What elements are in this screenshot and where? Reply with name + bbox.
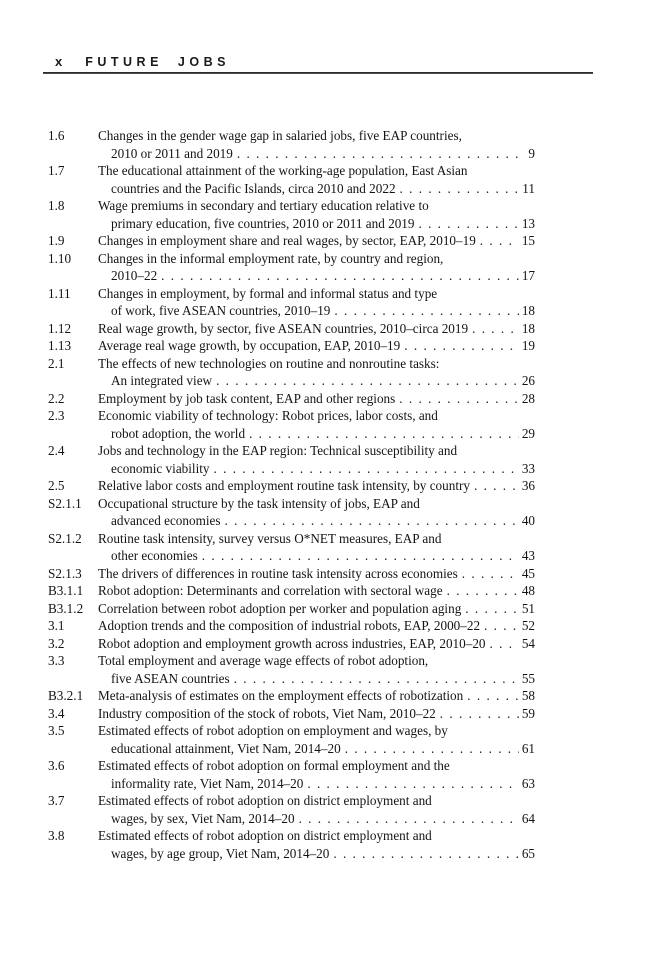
toc-entry xyxy=(48,687,535,705)
entry-text: primary education, five countries, 2010 or 2011 and 2019 xyxy=(111,215,415,231)
toc-entry xyxy=(48,827,535,862)
entry-line xyxy=(98,512,535,530)
entry-text: Changes in the gender wage gap in salaried jobs, five EAP countries, xyxy=(98,128,462,143)
entry-line xyxy=(98,215,535,233)
entry-text: Occupational structure by the task intensity of jobs, EAP and xyxy=(98,495,420,511)
toc-entry xyxy=(48,565,535,583)
entry-body xyxy=(98,757,535,792)
running-head-title: FUTURE JOBS xyxy=(85,55,230,69)
entry-line xyxy=(98,355,535,373)
entry-text: of work, five ASEAN countries, 2010–19 xyxy=(111,303,331,318)
entry-page: 33 xyxy=(521,460,535,476)
entry-line xyxy=(98,722,535,740)
entry-text: wages, by age group, Viet Nam, 2014–20 xyxy=(111,845,330,861)
entry-number: S2.1.2 xyxy=(48,530,82,546)
entry-text: Estimated effects of robot adoption on employment and wages, by xyxy=(98,723,448,738)
entry-page: 40 xyxy=(521,513,535,528)
entry-text: Changes in employment share and real wages, by sector, EAP, 2010–19 xyxy=(98,233,476,248)
toc-entry xyxy=(48,582,535,600)
toc-entry xyxy=(48,722,535,757)
dot-leader xyxy=(161,267,519,285)
entry-page: 29 xyxy=(521,425,535,441)
toc-entry xyxy=(48,285,535,320)
toc-entry xyxy=(48,162,535,197)
dot-leader xyxy=(467,687,519,705)
toc-entry xyxy=(48,337,535,355)
entry-page: 65 xyxy=(521,845,535,861)
entry-line xyxy=(98,635,535,653)
entry-body xyxy=(98,582,535,600)
running-header xyxy=(55,54,593,69)
toc-entry xyxy=(48,617,535,635)
entry-number: B3.1.2 xyxy=(48,600,84,616)
entry-page: 11 xyxy=(522,180,535,196)
entry-page: 45 xyxy=(521,565,535,581)
entry-number: 1.6 xyxy=(48,128,65,143)
entry-text: Wage premiums in secondary and tertiary education relative to xyxy=(98,198,429,213)
entry-text: Average real wage growth, by occupation, EAP, 2010–19 xyxy=(98,338,401,353)
entry-text: Employment by job task content, EAP and other regions xyxy=(98,390,396,406)
entry-line xyxy=(98,495,535,513)
entry-line xyxy=(98,617,535,635)
entry-line xyxy=(98,127,535,145)
entry-number: 2.2 xyxy=(48,390,65,406)
entry-text: Robot adoption: Determinants and correlation with sectoral wage xyxy=(98,583,443,598)
entry-line xyxy=(98,145,535,163)
entry-text: Estimated effects of robot adoption on district employment and xyxy=(98,828,432,843)
entry-number: 3.6 xyxy=(48,758,65,773)
entry-body xyxy=(98,442,535,477)
entry-text: The effects of new technologies on routine and nonroutine tasks: xyxy=(98,355,440,371)
entry-number: 3.8 xyxy=(48,828,65,843)
entry-text: 2010 or 2011 and 2019 xyxy=(111,145,233,161)
toc-entry xyxy=(48,757,535,792)
entry-text: wages, by sex, Viet Nam, 2014–20 xyxy=(111,810,295,826)
entry-line xyxy=(98,670,535,688)
entry-line xyxy=(98,582,535,600)
entry-page: 52 xyxy=(521,618,535,633)
toc-entry xyxy=(48,477,535,495)
entry-text: Estimated effects of robot adoption on formal employment and the xyxy=(98,758,450,773)
toc-entry xyxy=(48,407,535,442)
entry-page: 28 xyxy=(521,390,535,406)
entry-number: 2.4 xyxy=(48,443,65,458)
entry-page: 61 xyxy=(521,740,535,756)
entry-text: economic viability xyxy=(111,460,210,476)
entry-text: other economies xyxy=(111,548,198,563)
toc-entry xyxy=(48,792,535,827)
entry-body xyxy=(98,127,535,162)
dot-leader xyxy=(440,705,519,723)
entry-number: 3.4 xyxy=(48,705,65,721)
entry-line xyxy=(98,442,535,460)
dot-leader xyxy=(418,215,518,233)
entry-line xyxy=(98,250,535,268)
entry-text: robot adoption, the world xyxy=(111,425,246,441)
dot-leader xyxy=(465,600,519,618)
toc-entry xyxy=(48,530,535,565)
entry-line xyxy=(98,390,535,408)
toc-entry xyxy=(48,635,535,653)
entry-text: Meta-analysis of estimates on the employment effects of robotization xyxy=(98,688,464,703)
entry-body xyxy=(98,495,535,530)
entry-page: 36 xyxy=(521,478,535,493)
toc-entry xyxy=(48,232,535,250)
dot-leader xyxy=(400,180,520,198)
entry-line xyxy=(98,285,535,303)
entry-line xyxy=(98,460,535,478)
entry-line xyxy=(98,845,535,863)
entry-page: 18 xyxy=(521,303,535,318)
dot-leader xyxy=(480,232,519,250)
entry-line xyxy=(98,565,535,583)
toc-entry xyxy=(48,127,535,162)
entry-number: 1.7 xyxy=(48,163,65,178)
entry-line xyxy=(98,827,535,845)
entry-line xyxy=(98,740,535,758)
entry-line xyxy=(98,792,535,810)
entry-body xyxy=(98,232,535,250)
dot-leader xyxy=(307,775,518,793)
entry-body xyxy=(98,477,535,495)
dot-leader xyxy=(216,372,519,390)
entry-line xyxy=(98,477,535,495)
entry-body xyxy=(98,355,535,390)
entry-text: Robot adoption and employment growth across industries, EAP, 2010–20 xyxy=(98,635,486,651)
dot-leader xyxy=(474,477,519,495)
entry-page: 43 xyxy=(521,548,535,563)
entry-number: 2.3 xyxy=(48,408,65,423)
entry-line xyxy=(98,372,535,390)
entry-body xyxy=(98,197,535,232)
entry-text: Routine task intensity, survey versus O*NET measures, EAP and xyxy=(98,530,442,546)
entry-text: informality rate, Viet Nam, 2014–20 xyxy=(111,775,304,791)
entry-page: 55 xyxy=(521,670,535,686)
entry-number: 3.3 xyxy=(48,653,65,668)
entry-line xyxy=(98,530,535,548)
entry-body xyxy=(98,565,535,583)
entry-text: Economic viability of technology: Robot prices, labor costs, and xyxy=(98,408,438,423)
dot-leader xyxy=(399,390,519,408)
entry-text: The educational attainment of the working-age population, East Asian xyxy=(98,163,468,178)
entry-body xyxy=(98,390,535,408)
entry-body xyxy=(98,285,535,320)
entry-line xyxy=(98,705,535,723)
entry-page: 18 xyxy=(521,320,535,336)
entry-text: Estimated effects of robot adoption on district employment and xyxy=(98,793,432,808)
entry-number: 2.5 xyxy=(48,478,65,493)
entry-line xyxy=(98,407,535,425)
entry-text: An integrated view xyxy=(111,373,213,388)
toc-entry xyxy=(48,320,535,338)
entry-page: 58 xyxy=(521,688,535,703)
entry-body xyxy=(98,600,535,618)
entry-number: B3.1.1 xyxy=(48,583,84,598)
entry-line xyxy=(98,267,535,285)
dot-leader xyxy=(490,635,519,653)
dot-leader xyxy=(234,670,519,688)
entry-body xyxy=(98,652,535,687)
header-rule xyxy=(43,72,593,74)
toc-entry xyxy=(48,390,535,408)
entry-page: 9 xyxy=(528,145,535,161)
toc-entry xyxy=(48,355,535,390)
entry-line xyxy=(98,337,535,355)
entry-body xyxy=(98,530,535,565)
entry-body xyxy=(98,687,535,705)
dot-leader xyxy=(404,337,519,355)
entry-text: advanced economies xyxy=(111,513,221,528)
entry-number: 3.5 xyxy=(48,723,65,738)
entry-page: 64 xyxy=(521,810,535,826)
dot-leader xyxy=(237,145,526,163)
entry-line xyxy=(98,320,535,338)
entry-text: Changes in employment, by formal and informal status and type xyxy=(98,285,438,301)
entry-text: countries and the Pacific Islands, circa 2010 and 2022 xyxy=(111,180,396,196)
toc-entry xyxy=(48,442,535,477)
entry-number: S2.1.3 xyxy=(48,565,82,581)
entry-body xyxy=(98,407,535,442)
toc-entry xyxy=(48,250,535,285)
entry-line xyxy=(98,162,535,180)
entry-number: 2.1 xyxy=(48,355,65,371)
entry-body xyxy=(98,250,535,285)
entry-body xyxy=(98,792,535,827)
entry-line xyxy=(98,757,535,775)
dot-leader xyxy=(484,617,519,635)
dot-leader xyxy=(472,320,519,338)
entry-text: Real wage growth, by sector, five ASEAN countries, 2010–circa 2019 xyxy=(98,320,469,336)
toc-entry xyxy=(48,600,535,618)
entry-page: 54 xyxy=(521,635,535,651)
entry-line xyxy=(98,547,535,565)
entry-line xyxy=(98,652,535,670)
entry-page: 51 xyxy=(521,600,535,616)
dot-leader xyxy=(462,565,519,583)
dot-leader xyxy=(249,425,519,443)
entry-page: 59 xyxy=(521,705,535,721)
entry-text: Jobs and technology in the EAP region: Technical susceptibility and xyxy=(98,443,458,458)
entry-number: 1.13 xyxy=(48,338,72,353)
entry-body xyxy=(98,722,535,757)
entry-text: Correlation between robot adoption per worker and population aging xyxy=(98,600,462,616)
entry-page: 26 xyxy=(521,373,535,388)
entry-text: The drivers of differences in routine task intensity across economies xyxy=(98,565,458,581)
entry-text: five ASEAN countries xyxy=(111,670,230,686)
entry-line xyxy=(98,687,535,705)
entry-number: B3.2.1 xyxy=(48,688,84,703)
dot-leader xyxy=(202,547,519,565)
entry-number: 1.8 xyxy=(48,198,65,213)
entry-line xyxy=(98,600,535,618)
entry-body xyxy=(98,320,535,338)
entry-number: 1.10 xyxy=(48,250,72,266)
entry-body xyxy=(98,617,535,635)
dot-leader xyxy=(224,512,518,530)
entry-body xyxy=(98,827,535,862)
page-folio: x xyxy=(55,54,63,69)
dot-leader xyxy=(333,845,518,863)
entry-body xyxy=(98,337,535,355)
entry-page: 13 xyxy=(521,215,535,231)
entry-line xyxy=(98,425,535,443)
entry-number: 3.2 xyxy=(48,635,65,651)
entry-text: educational attainment, Viet Nam, 2014–20 xyxy=(111,740,341,756)
entry-line xyxy=(98,810,535,828)
entry-page: 15 xyxy=(521,233,535,248)
entry-number: 3.7 xyxy=(48,793,65,808)
entry-text: 2010–22 xyxy=(111,268,158,283)
entry-text: Relative labor costs and employment routine task intensity, by country xyxy=(98,478,470,493)
dot-leader xyxy=(299,810,519,828)
entry-number: 1.11 xyxy=(48,285,71,301)
entry-text: Total employment and average wage effects of robot adoption, xyxy=(98,653,429,668)
entry-line xyxy=(98,232,535,250)
entry-body xyxy=(98,705,535,723)
entry-page: 19 xyxy=(521,338,535,353)
entry-body xyxy=(98,635,535,653)
dot-leader xyxy=(214,460,519,478)
entry-number: 1.9 xyxy=(48,233,65,248)
toc-entry xyxy=(48,705,535,723)
dot-leader xyxy=(334,302,518,320)
entry-line xyxy=(98,775,535,793)
entry-page: 63 xyxy=(521,775,535,791)
figure-list xyxy=(48,127,535,862)
toc-entry xyxy=(48,197,535,232)
entry-text: Industry composition of the stock of robots, Viet Nam, 2010–22 xyxy=(98,705,436,721)
dot-leader xyxy=(447,582,519,600)
entry-number: 1.12 xyxy=(48,320,72,336)
entry-text: Changes in the informal employment rate, by country and region, xyxy=(98,250,444,266)
entry-line xyxy=(98,302,535,320)
toc-entry xyxy=(48,652,535,687)
entry-body xyxy=(98,162,535,197)
entry-page: 17 xyxy=(521,268,535,283)
dot-leader xyxy=(345,740,519,758)
entry-line xyxy=(98,197,535,215)
entry-number: 3.1 xyxy=(48,618,65,633)
entry-line xyxy=(98,180,535,198)
entry-text: Adoption trends and the composition of industrial robots, EAP, 2000–22 xyxy=(98,618,481,633)
toc-entry xyxy=(48,495,535,530)
entry-page: 48 xyxy=(521,583,535,598)
entry-number: S2.1.1 xyxy=(48,495,82,511)
